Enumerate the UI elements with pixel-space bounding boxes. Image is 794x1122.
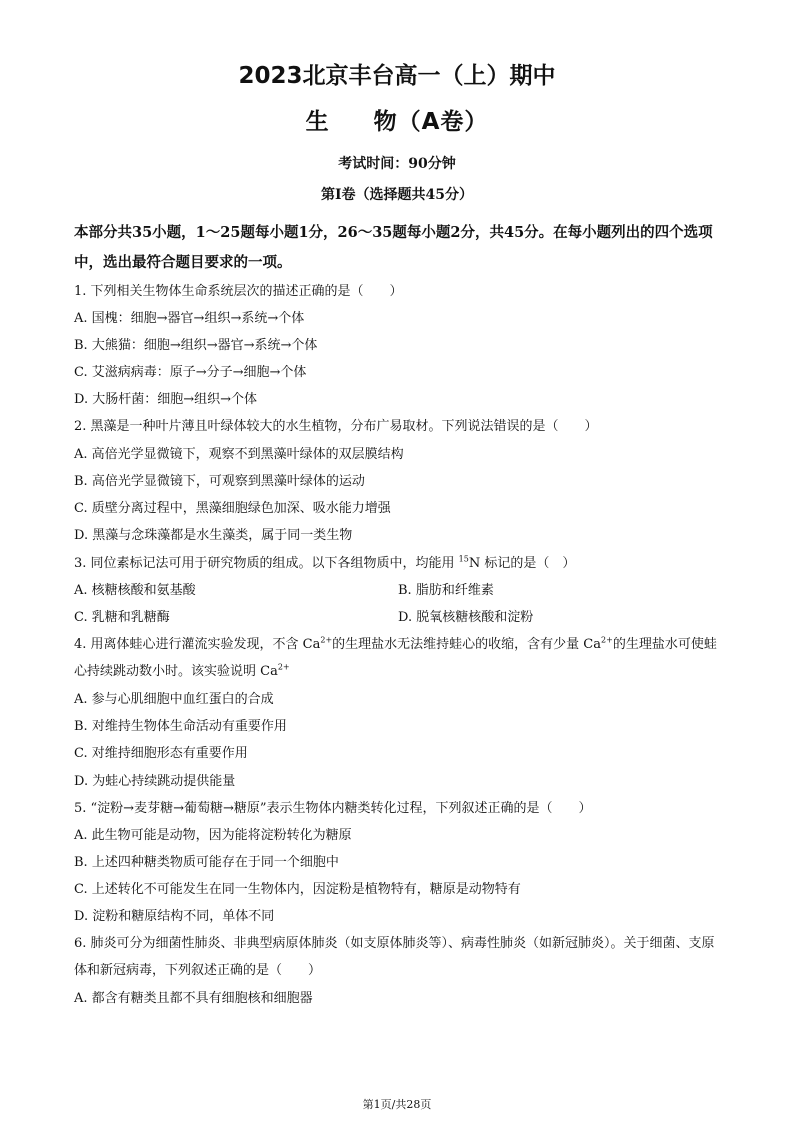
question-4-stem-text-3: 的生理盐水可使蛙心持续跳动数小时。该实验说明 Ca bbox=[74, 637, 717, 679]
ion-charge: 2+ bbox=[320, 635, 333, 645]
section-instructions: 本部分共35小题，1～25题每小题1分，26～35题每小题2分，共45分。在每小题列出的四个选项中，选出最符合题目要求的一项。 bbox=[74, 224, 713, 271]
section-title: 第Ⅰ卷（选择题共45分） bbox=[320, 187, 474, 203]
question-5-option-b: B. 上述四种糖类物质可能存在于同一个细胞中 bbox=[74, 855, 339, 870]
question-2-option-d: D. 黑藻与念珠藻都是水生藻类，属于同一类生物 bbox=[74, 528, 353, 543]
exam-time: 考试时间：90分钟 bbox=[338, 156, 456, 172]
question-4-option-b: B. 对维持生物体生命活动有重要作用 bbox=[74, 719, 287, 734]
question-5-option-d: D. 淀粉和糖原结构不同，单体不同 bbox=[74, 909, 275, 924]
question-1-option-a: A. 国槐：细胞→器官→组织→系统→个体 bbox=[74, 311, 305, 326]
question-3-stem bbox=[74, 555, 724, 573]
question-5-option-a: A. 此生物可能是动物，因为能将淀粉转化为糖原 bbox=[74, 828, 352, 843]
question-6-stem: 6. 肺炎可分为细菌性肺炎、非典型病原体肺炎（如支原体肺炎等）、病毒性肺炎（如新冠肺炎）。关于细菌、支原体和新冠病毒，下列叙述正确的是（ ） bbox=[74, 936, 715, 978]
question-1-option-d: D. 大肠杆菌：细胞→组织→个体 bbox=[74, 392, 258, 407]
question-4-option-c: C. 对维持细胞形态有重要作用 bbox=[74, 746, 248, 761]
question-5-stem: 5. “淀粉→麦芽糖→葡萄糖→糖原”表示生物体内糖类转化过程，下列叙述正确的是（ ） bbox=[74, 801, 592, 816]
question-2-option-b: B. 高倍光学显微镜下，可观察到黑藻叶绿体的运动 bbox=[74, 474, 365, 489]
question-3-stem-text: 3. 同位素标记法可用于研究物质的组成。以下各组物质中，均能用 bbox=[74, 556, 459, 571]
question-1-option-c: C. 艾滋病病毒：原子→分子→细胞→个体 bbox=[74, 365, 307, 380]
subject-part-2: 物（A卷） bbox=[373, 109, 489, 135]
question-6-option-a: A. 都含有糖类且都不具有细胞核和细胞器 bbox=[74, 991, 313, 1006]
question-3-option-b: B. 脂肪和纤维素 bbox=[398, 583, 494, 598]
ion-charge: 2+ bbox=[277, 662, 290, 672]
question-4-stem-text: 4. 用离体蛙心进行灌流实验发现，不含 Ca bbox=[74, 637, 321, 652]
subject-heading bbox=[0, 108, 794, 136]
ion-charge: 2+ bbox=[601, 635, 613, 645]
question-1-option-b: B. 大熊猫：细胞→组织→器官→系统→个体 bbox=[74, 338, 318, 353]
question-4-stem-text-2: 的生理盐水无法维持蛙心的收缩，含有少量 Ca bbox=[332, 637, 602, 652]
question-4-option-d: D. 为蛙心持续跳动提供能量 bbox=[74, 774, 236, 789]
question-3-option-a: A. 核糖核酸和氨基酸 bbox=[74, 583, 196, 598]
question-2-stem: 2. 黑藻是一种叶片薄且叶绿体较大的水生植物，分布广易取材。下列说法错误的是（ ） bbox=[74, 419, 598, 434]
question-1-stem: 1. 下列相关生物体生命系统层次的描述正确的是（ ） bbox=[74, 284, 403, 299]
question-3-option-d: D. 脱氧核糖核酸和淀粉 bbox=[398, 610, 534, 625]
question-4-stem bbox=[74, 631, 724, 685]
question-4-option-a: A. 参与心肌细胞中血红蛋白的合成 bbox=[74, 692, 274, 707]
question-2-option-c: C. 质壁分离过程中，黑藻细胞绿色加深、吸水能力增强 bbox=[74, 501, 391, 516]
document-title: 2023北京丰台高一（上）期中 bbox=[238, 63, 556, 89]
page-number: 第1页/共28页 bbox=[362, 1098, 432, 1111]
question-3-option-c: C. 乳糖和乳糖酶 bbox=[74, 610, 170, 625]
question-5-option-c: C. 上述转化不可能发生在同一生物体内，因淀粉是植物特有，糖原是动物特有 bbox=[74, 882, 521, 897]
question-2-option-a: A. 高倍光学显微镜下，观察不到黑藻叶绿体的双层膜结构 bbox=[74, 447, 404, 462]
isotope-mass-number: 15 bbox=[458, 554, 469, 564]
subject-part-1: 生 bbox=[305, 109, 330, 135]
question-3-stem-text-end: N 标记的是（ ） bbox=[468, 556, 576, 571]
